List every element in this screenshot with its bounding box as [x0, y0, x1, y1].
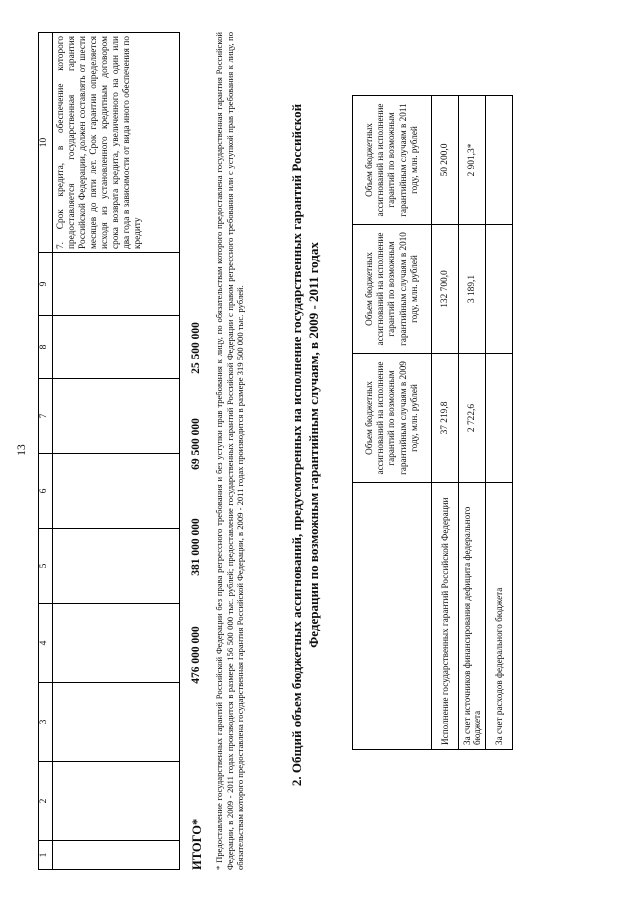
col-num-2: 2	[39, 762, 53, 841]
cell-3-empty	[53, 683, 180, 762]
cell-5-empty	[53, 529, 180, 604]
col-num-7: 7	[39, 379, 53, 454]
totals-value-2: 381 000 000	[190, 518, 202, 576]
footnote-text: * Предоставление государственных гарантий Российской Федерации без права регрессного требования и без уступки прав требования к лицу, по обязательствам которого предоставлена государственная гарантия Российской Федерации, в 2009 - 2011 годах производится в размере 156 500 000 тыс. рублей; предоставление государственных гарантий Российской Федерации с правом регрессного требования или с уступкой прав требования к лицу, по обязательствам которого предоставлена государственная гарантия Российской Федерации, в 2009 - 2011 годах производится в размере 319 500 000 тыс. рублей.	[214, 32, 246, 870]
col-num-3: 3	[39, 683, 53, 762]
col-num-1: 1	[39, 841, 53, 870]
cell-2-empty	[53, 762, 180, 841]
col-num-4: 4	[39, 604, 53, 683]
row-label-2: За счет расходов федерального бюджета	[486, 483, 513, 750]
totals-label: ИТОГО*	[190, 818, 204, 870]
totals-value-4: 25 500 000	[190, 322, 202, 374]
totals-value-1: 476 000 000	[190, 626, 202, 684]
row-0-value-2011: 50 200,0	[432, 96, 459, 225]
cell-1-empty	[53, 841, 180, 870]
row-2-value-2009	[486, 354, 513, 483]
col-num-9: 9	[39, 253, 53, 316]
row-1-value-2010: 3 189,1	[459, 225, 486, 354]
col-num-5: 5	[39, 529, 53, 604]
header-col-2010: Объем бюджетных ассигнований на исполнение гарантий по возможным гарантийным случаям в 2010 году, млн. рублей	[353, 225, 432, 354]
table-row	[432, 96, 459, 750]
guarantee-conditions-table	[38, 32, 180, 870]
table-row	[486, 96, 513, 750]
cell-6-empty	[53, 454, 180, 529]
table-row-column-numbers	[39, 33, 53, 870]
row-0-value-2009: 37 219,8	[432, 354, 459, 483]
cell-7-empty	[53, 379, 180, 454]
row-1-value-2011: 2 901,3*	[459, 96, 486, 225]
row-2-value-2010	[486, 225, 513, 354]
cell-10-condition-text: 7. Срок кредита, в обеспечение которого предоставляется государственная гарантия Российской Федерации, должен составлять от шести месяцев до пяти лет. Срок гарантии определяется исходя из установленного кредитным договором срока возврата кредита, увеличенного на один или два года в зависимости от вида иного обеспечения по кредиту	[53, 33, 180, 253]
col-num-8: 8	[39, 316, 53, 379]
row-0-value-2010: 132 700,0	[432, 225, 459, 354]
budget-allocations-table	[352, 95, 513, 750]
header-col-2011: Объем бюджетных ассигнований на исполнение гарантий по возможным гарантийным случаям в 2011 году, млн. рублей	[353, 96, 432, 225]
section-heading: 2. Общий объем бюджетных ассигнований, предусмотренных на исполнение государственных гарантий Российской Федерации по возможным гарантийным случаям, в 2009 - 2011 годах	[289, 103, 322, 787]
header-col-2009: Объем бюджетных ассигнований на исполнение гарантий по возможным гарантийным случаям в 2009 году, млн. рублей	[353, 354, 432, 483]
cell-9-empty	[53, 253, 180, 316]
table-row	[459, 96, 486, 750]
table-header-row	[353, 96, 432, 750]
row-label-1: За счет источников финансирования дефицита федерального бюджета	[459, 483, 486, 750]
page-number: 13	[16, 444, 28, 456]
cell-8-empty	[53, 316, 180, 379]
totals-value-3: 69 500 000	[190, 418, 202, 470]
row-label-0: Исполнение государственных гарантий Российской Федерации	[432, 483, 459, 750]
header-col-label	[353, 483, 432, 750]
row-2-value-2011	[486, 96, 513, 225]
cell-4-empty	[53, 604, 180, 683]
table-row-conditions	[53, 33, 180, 870]
row-1-value-2009: 2 722,6	[459, 354, 486, 483]
col-num-10: 10	[39, 33, 53, 253]
col-num-6: 6	[39, 454, 53, 529]
